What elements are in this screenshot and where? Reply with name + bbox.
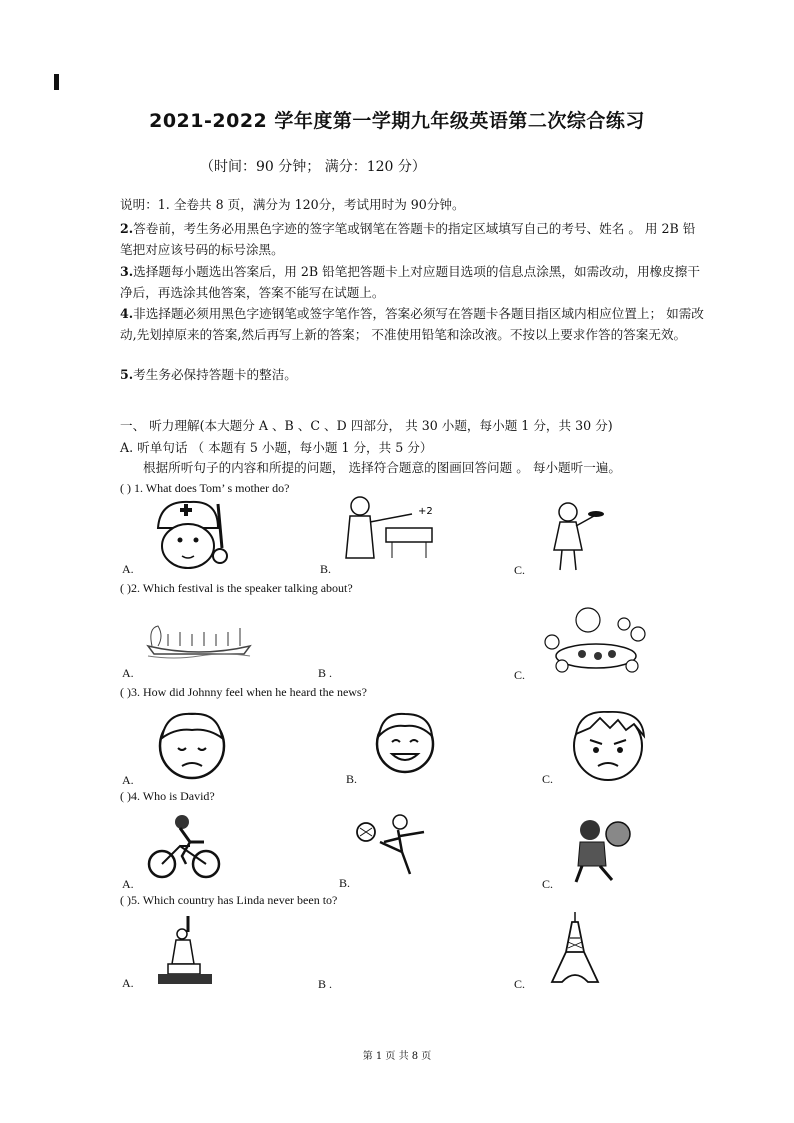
question-3: ( )3. How did Johnny feel when he heard the news? [120, 685, 367, 699]
instruction-number: 5. [120, 367, 134, 382]
instruction-text: 选择题每小题选出答案后，用 2B 铅笔把答题卡上对应题目选项的信息点涂黑，如需改动，用橡皮擦干净后，再选涂其他答案，答案不能写在试题上。 [120, 264, 700, 300]
option-b: B. [339, 876, 351, 890]
option-b: B. [320, 562, 332, 576]
teacher-picture [332, 492, 436, 564]
option-c: C. [542, 772, 554, 786]
instruction-3 [120, 261, 705, 303]
waitress-picture [538, 498, 608, 574]
option-a: A. [122, 976, 134, 990]
svg-text:+2: +2 [418, 506, 433, 517]
happy-face-picture [372, 708, 438, 776]
instruction-5 [120, 364, 705, 385]
dragon-boat-picture [144, 616, 254, 660]
time-info: （时间：90 分钟； 满分：120 分） [200, 159, 426, 175]
option-c: C. [514, 977, 526, 991]
option-c: C. [514, 668, 526, 682]
instruction-text: 答卷前，考生务必用黑色字迹的签字笔或钢笔在答题卡的指定区域填写自己的考号、姓名 。 用 2B 铅笔把对应该号码的标号涂黑。 [120, 221, 696, 257]
instruction-text: 考生务必保持答题卡的整洁。 [133, 367, 297, 382]
option-a: A. [122, 877, 134, 891]
instruction-2 [120, 218, 705, 260]
eiffel-tower-picture [546, 912, 604, 984]
instruction-text: 非选择题必须用黑色字迹钢笔或签字笔作答，答案必须写在答题卡各题目指区域内相应位置上； 如需改动,先划掉原来的答案,然后再写上新的答案； 不准使用铅笔和涂改液。不按以上要求作答的答案无效。 [120, 306, 704, 342]
question-1: ( ) 1. What does Tom’ s mother do? [120, 481, 290, 495]
question-4: ( )4. Who is David? [120, 789, 215, 803]
basketball-player-picture [560, 812, 638, 888]
instruction-number: 说明：1. [120, 197, 170, 212]
instruction-4 [120, 303, 705, 345]
instruction-1 [120, 194, 705, 215]
family-dinner-picture [532, 604, 660, 682]
instruction-number: 3. [120, 264, 134, 279]
question-5: ( )5. Which country has Linda never been to? [120, 893, 338, 907]
instruction-number: 4. [120, 306, 134, 321]
option-b: B . [318, 977, 333, 991]
instruction-number: 2. [120, 221, 134, 236]
football-player-picture [354, 812, 434, 882]
option-b: B . [318, 666, 333, 680]
question-2: ( )2. Which festival is the speaker talking about? [120, 581, 353, 595]
option-b: B. [346, 772, 358, 786]
option-c: C. [542, 877, 554, 891]
option-a: A. [122, 773, 134, 787]
nurse-picture [140, 498, 230, 570]
part-a-instruction: 根据所听句子的内容和所提的问题， 选择符合题意的图画回答问题 。 每小题听一遍。 [143, 460, 621, 475]
statue-of-liberty-picture [154, 914, 216, 986]
margin-mark [54, 74, 59, 90]
sad-face-picture [152, 708, 232, 784]
part-a-heading: A. 听单句话 （ 本题有 5 小题，每小题 1 分，共 5 分） [120, 440, 433, 455]
instruction-text: 全卷共 8 页，满分为 120分，考试用时为 90分钟。 [173, 197, 465, 212]
option-a: A. [122, 666, 134, 680]
option-c: C. [514, 563, 526, 577]
angry-face-picture [560, 704, 658, 784]
page-title: 2021-2022 学年度第一学期九年级英语第二次综合练习 [149, 110, 645, 132]
cyclist-picture [146, 812, 222, 882]
section-heading: 一、 听力理解(本大题分 A 、B 、C 、D 四部分， 共 30 小题，每小题 1 分，共 30 分) [120, 418, 613, 433]
page-footer: 第 1 页 共 8 页 [362, 1051, 432, 1062]
option-a: A. [122, 562, 134, 576]
